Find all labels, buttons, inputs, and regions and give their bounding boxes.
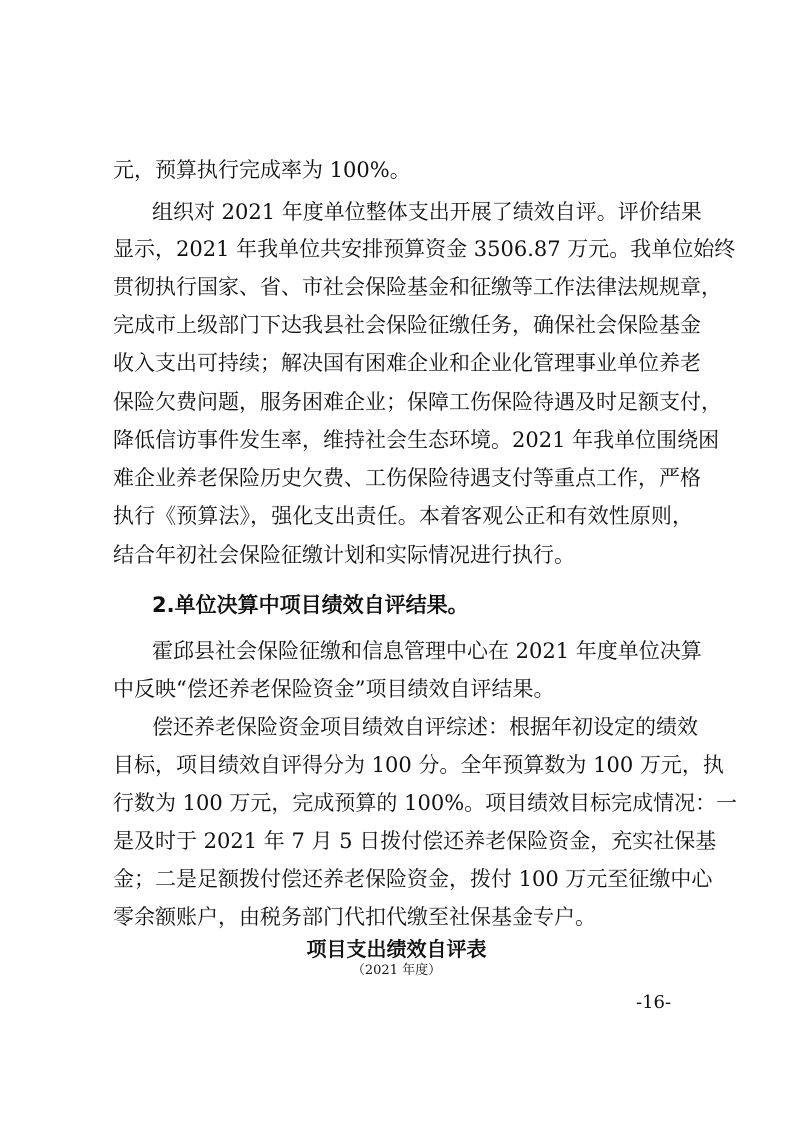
- table-title: 项目支出绩效自评表: [306, 937, 487, 961]
- body-text-line: 执行《预算法》，强化支出责任。本着客观公正和有效性原则，: [113, 504, 693, 528]
- body-text-line: 贯彻执行国家、省、市社会保险基金和征缴等工作法律法规规章，: [113, 275, 722, 299]
- body-text-line: 偿还养老保险资金项目绩效自评综述：根据年初设定的绩效: [152, 715, 698, 739]
- section-heading: 2.单位决算中项目绩效自评结果。: [152, 593, 469, 617]
- body-text-line: 零余额账户，由税务部门代扣代缴至社保基金专户。: [113, 905, 596, 929]
- body-text-line: 收入支出可持续；解决国有困难企业和企业化管理事业单位养老: [113, 351, 701, 375]
- body-text-line: 是及时于 2021 年 7 月 5 日拨付偿还养老保险资金，充实社保基: [113, 829, 717, 853]
- body-text-line: 难企业养老保险历史欠费、工伤保险待遇支付等重点工作，严格: [113, 466, 701, 490]
- body-text-line: 金；二是足额拨付偿还养老保险资金，拨付 100 万元至征缴中心: [113, 867, 713, 891]
- body-text-line: 保险欠费问题，服务困难企业；保障工伤保险待遇及时足额支付，: [113, 390, 722, 414]
- body-text-line: 降低信访事件发生率，维持社会生态环境。2021 年我单位围绕困: [113, 428, 720, 452]
- body-text-line: 结合年初社会保险征缴计划和实际情况进行执行。: [113, 543, 575, 567]
- page-number: -16-: [636, 992, 672, 1013]
- body-text-line: 组织对 2021 年度单位整体支出开展了绩效自评。评价结果: [152, 200, 702, 224]
- body-text-line: 霍邱县社会保险征缴和信息管理中心在 2021 年度单位决算: [152, 639, 702, 663]
- body-text-line: 元，预算执行完成率为 100%。: [113, 158, 411, 182]
- body-text-line: 完成市上级部门下达我县社会保险征缴任务，确保社会保险基金: [113, 313, 701, 337]
- body-text-line: 行数为 100 万元，完成预算的 100%。项目绩效目标完成情况：一: [113, 791, 738, 815]
- body-text-line: 显示，2021 年我单位共安排预算资金 3506.87 万元。我单位始终: [113, 237, 736, 261]
- body-text-line: 目标，项目绩效自评得分为 100 分。全年预算数为 100 万元，执: [113, 753, 724, 777]
- table-subtitle: （2021 年度）: [351, 963, 442, 978]
- body-text-line: 中反映“偿还养老保险资金”项目绩效自评结果。: [113, 677, 555, 701]
